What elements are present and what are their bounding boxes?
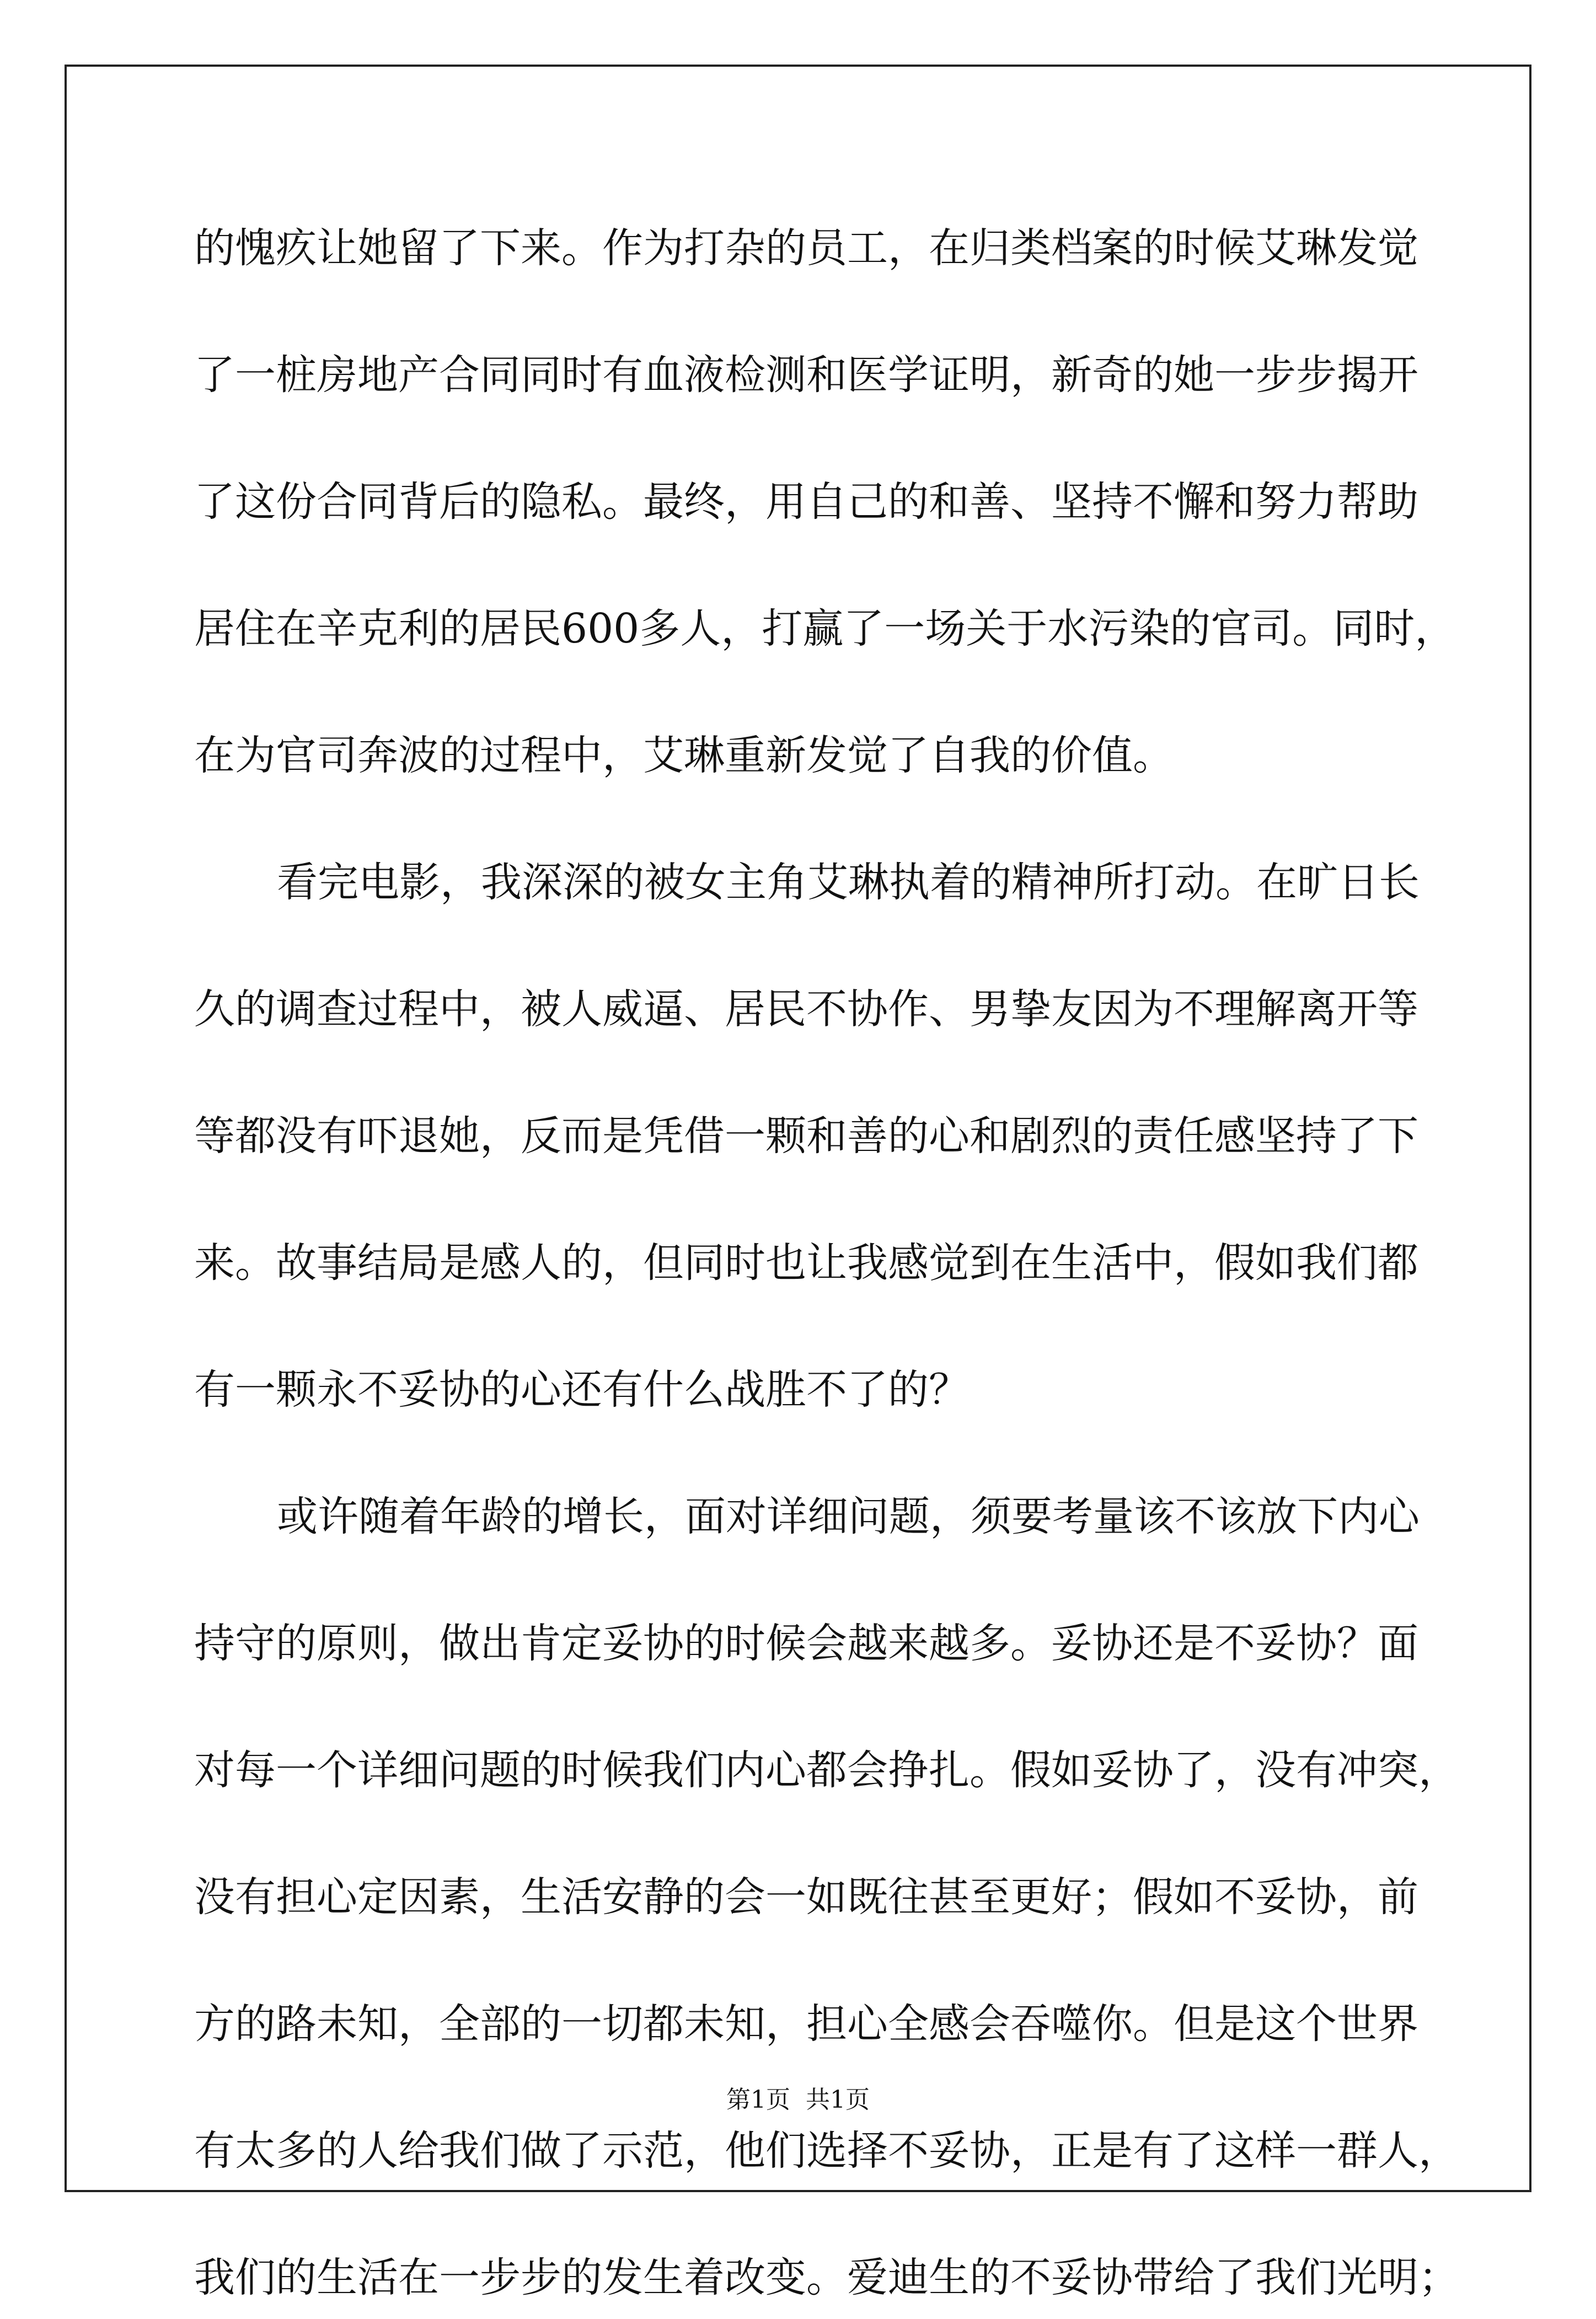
- text-line: 有一颗永不妥协的心还有什么战胜不了的？: [194, 1366, 970, 1413]
- text-line: 的愧疚让她留了下来。作为打杂的员工，在归类档案的时候艾琳发觉: [194, 224, 1418, 272]
- paragraph-start-line: 或许随着年龄的增长，面对详细问题，须要考量该不该放下内心: [277, 1493, 1420, 1540]
- text-line: 方的路未知，全部的一切都未知，担心全感会吞噬你。但是这个世界: [194, 2000, 1418, 2048]
- text-line: 等都没有吓退她，反而是凭借一颗和善的心和剧烈的责任感坚持了下: [194, 1112, 1418, 1160]
- text-line: 我们的生活在一步步的发生着改变。爱迪生的不妥协带给了我们光明；: [194, 2254, 1459, 2301]
- text-line: 居住在辛克利的居民600多人，打赢了一场关于水污染的官司。同时，: [194, 605, 1456, 652]
- text-line: 在为官司奔波的过程中，艾琳重新发觉了自我的价值。: [194, 732, 1174, 779]
- text-line: 了一桩房地产合同同时有血液检测和医学证明，新奇的她一步步揭开: [194, 351, 1418, 399]
- text-line: 没有担心定因素，生活安静的会一如既往甚至更好；假如不妥协，前: [194, 1873, 1418, 1921]
- text-line: 持守的原则，做出肯定妥协的时候会越来越多。妥协还是不妥协？面: [194, 1620, 1418, 1667]
- text-line: 久的调查过程中，被人威逼、居民不协作、男挚友因为不理解离开等: [194, 986, 1418, 1033]
- text-line: 有太多的人给我们做了示范，他们选择不妥协，正是有了这样一群人，: [194, 2127, 1459, 2175]
- page-number-footer: 第1页 共1页: [726, 2086, 870, 2114]
- text-line: 来。故事结局是感人的，但同时也让我感觉到在生活中，假如我们都: [194, 1239, 1418, 1287]
- paragraph-start-line: 看完电影，我深深的被女主角艾琳执着的精神所打动。在旷日长: [277, 859, 1420, 906]
- text-line: 了这份合同背后的隐私。最终，用自己的和善、坚持不懈和努力帮助: [194, 478, 1418, 526]
- text-line: 对每一个详细问题的时候我们内心都会挣扎。假如妥协了，没有冲突，: [194, 1747, 1459, 1794]
